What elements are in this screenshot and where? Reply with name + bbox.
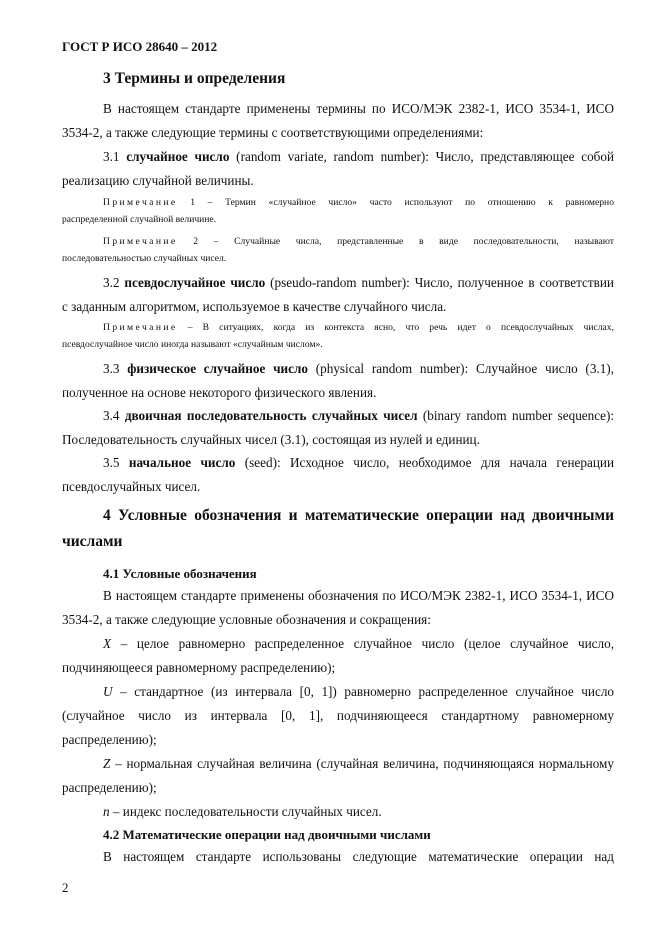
section-4-heading-line-1: 4 Условные обозначения и математические операции над двоичными bbox=[103, 507, 614, 524]
note-label: Примечание bbox=[103, 197, 178, 208]
section-3-intro-line-2: 3534-2, а также следующие термины с соответствующими определениями: bbox=[62, 125, 484, 140]
section-3-intro-line-1: В настоящем стандарте применены термины по ИСО/МЭК 2382-1, ИСО 3534-1, ИСО bbox=[103, 101, 614, 116]
term-3-5-line-1: 3.5 начальное число (seed): Исходное число, необходимое для начала генерации bbox=[103, 455, 615, 470]
note-label: Примечание bbox=[103, 236, 178, 247]
symbol-u-line-2: (случайное число из интервала [0, 1], подчиняющееся стандартному равномерному bbox=[62, 708, 614, 723]
note-label: Примечание bbox=[103, 322, 178, 333]
symbol-u-line-1: U – стандартное (из интервала [0, 1]) равномерно распределенное случайное число bbox=[103, 684, 614, 699]
term-3-4-line-2: Последовательность случайных чисел (3.1), состоящая из нулей и единиц. bbox=[62, 432, 480, 447]
term-3-5-line-2: псевдослучайных чисел. bbox=[62, 479, 201, 494]
page-number: 2 bbox=[62, 880, 69, 895]
symbol-x-line-2: подчиняющееся равномерному распределению); bbox=[62, 660, 336, 675]
note-3-line-1: Примечание – В ситуациях, когда из контекста ясно, что речь идет о псевдослучайных числах, bbox=[103, 322, 614, 333]
section-4-intro-line-2: 3534-2, а также следующие условные обозначения и сокращения: bbox=[62, 612, 431, 627]
subsection-4-2-heading: 4.2 Математические операции над двоичными числами bbox=[103, 827, 431, 842]
symbol-n-line: n – индекс последовательности случайных чисел. bbox=[103, 804, 382, 819]
note-2-line-2: последовательностью случайных чисел. bbox=[62, 253, 227, 264]
symbol-u-line-3: распределению); bbox=[62, 732, 157, 747]
term-3-3-line-2: полученное на основе некоторого физического явления. bbox=[62, 385, 377, 400]
symbol-x-line-1: X – целое равномерно распределенное случайное число (целое случайное число, bbox=[103, 636, 614, 651]
term-3-2-name: псевдослучайное число bbox=[124, 275, 266, 290]
symbol-n: n bbox=[103, 804, 110, 819]
symbol-z-line-1: Z – нормальная случайная величина (случайная величина, подчиняющаяся нормальному bbox=[103, 756, 614, 771]
note-1-line-2: распределенной случайной величине. bbox=[62, 214, 217, 225]
symbol-z-line-2: распределению); bbox=[62, 780, 157, 795]
term-3-4-name: двоичная последовательность случайных чисел bbox=[124, 408, 418, 423]
term-3-5-name: начальное число bbox=[128, 455, 236, 470]
term-3-4-line-1: 3.4 двоичная последовательность случайных чисел (binary random number sequence): bbox=[103, 408, 615, 423]
term-3-3-line-1: 3.3 физическое случайное число (physical random number): Случайное число (3.1), bbox=[103, 361, 614, 376]
term-3-1-line-2: реализацию случайной величины. bbox=[62, 173, 254, 188]
symbol-z: Z bbox=[103, 756, 111, 771]
symbol-x: X bbox=[103, 636, 112, 651]
section-4-intro-line-1: В настоящем стандарте применены обозначения по ИСО/МЭК 2382-1, ИСО 3534-1, ИСО bbox=[103, 588, 614, 603]
note-3-line-2: псевдослучайное число иногда называют «случайным числом». bbox=[62, 339, 323, 350]
term-3-2-line-1: 3.2 псевдослучайное число (pseudo-random number): Число, полученное в соответствии bbox=[103, 275, 614, 290]
symbol-u: U bbox=[103, 684, 113, 699]
document-header: ГОСТ Р ИСО 28640 – 2012 bbox=[62, 39, 218, 54]
subsection-4-1-heading: 4.1 Условные обозначения bbox=[103, 566, 257, 581]
note-2-line-1: Примечание 2 – Случайные числа, представленные в виде последовательности, называют bbox=[103, 236, 614, 247]
term-3-1-line-1: 3.1 случайное число (random variate, random number): Число, представляющее собой bbox=[103, 149, 615, 164]
note-1-line-1: Примечание 1 – Термин «случайное число» часто используют по отношению к равномерно bbox=[103, 197, 614, 208]
section-4-2-line-1: В настоящем стандарте использованы следующие математические операции над bbox=[103, 849, 614, 864]
term-3-2-line-2: с заданным алгоритмом, используемое в качестве случайного числа. bbox=[62, 299, 447, 314]
section-3-heading: 3 Термины и определения bbox=[103, 70, 286, 87]
term-3-1-name: случайное число bbox=[126, 149, 230, 164]
term-3-3-name: физическое случайное число bbox=[127, 361, 308, 376]
section-4-heading-line-2: числами bbox=[62, 533, 123, 550]
